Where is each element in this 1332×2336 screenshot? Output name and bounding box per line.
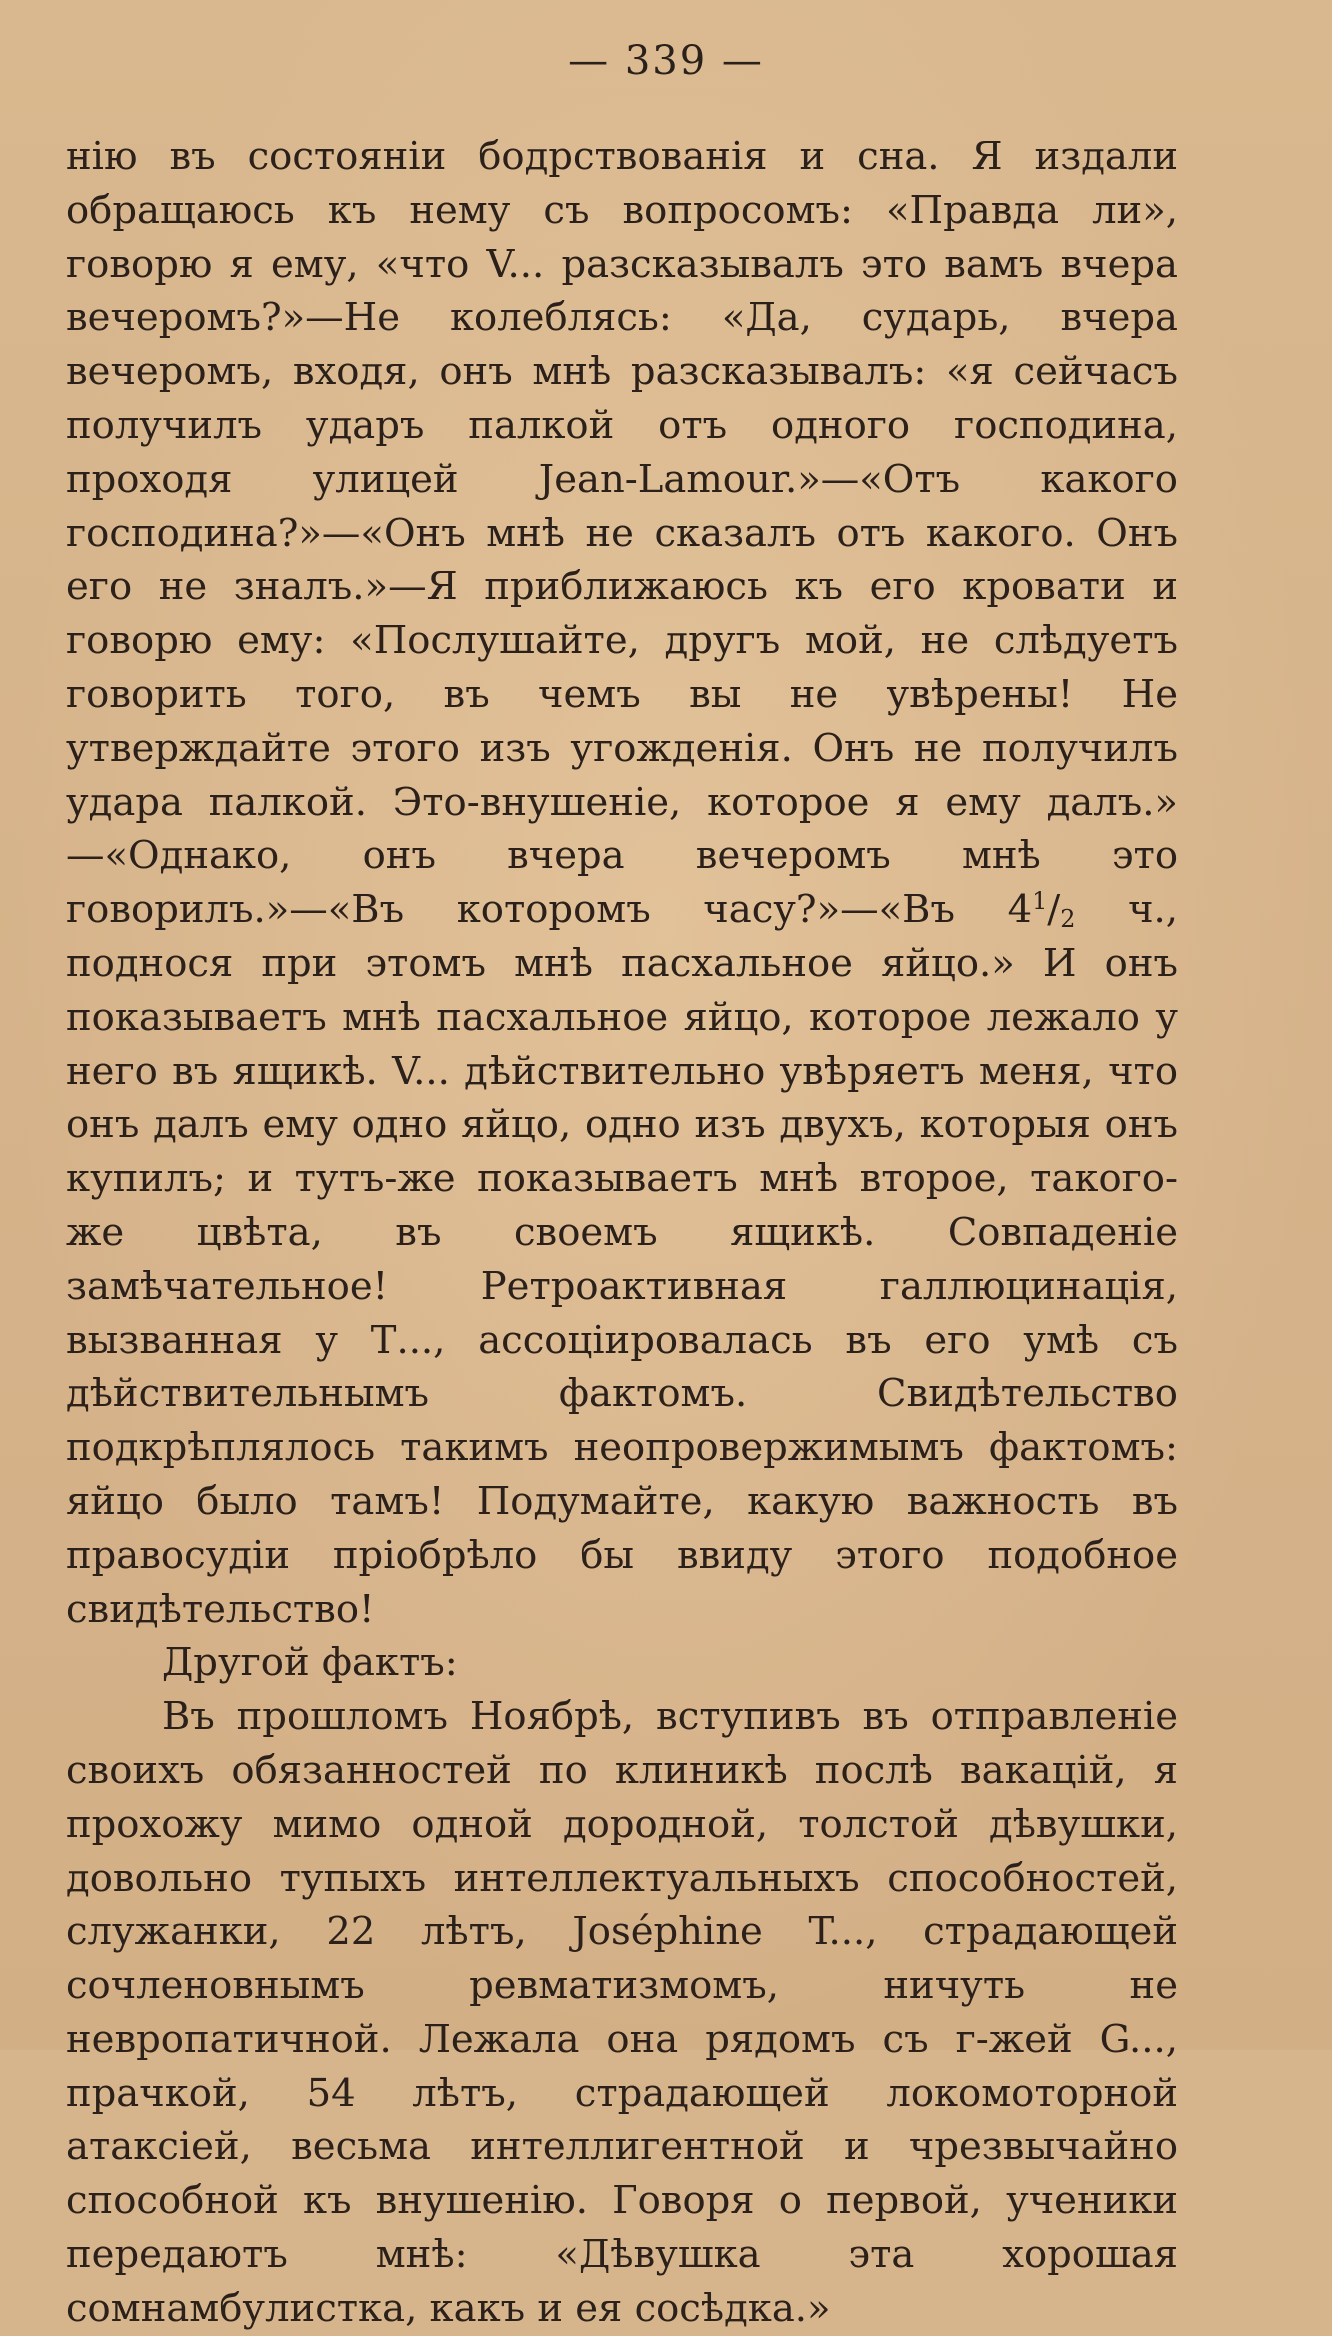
paragraph-continuation: [66, 130, 1178, 1636]
fraction-denominator: 2: [1060, 904, 1076, 933]
fraction-numerator: 1: [1032, 887, 1048, 916]
paragraph: Въ прошломъ Ноябрѣ, вступивъ въ отправленіе своихъ обязанностей по клиникѣ послѣ вакацій, я прохожу мимо одной дородной, толстой дѣвушки, довольно тупыхъ интеллектуальныхъ способностей, служанки, 22 лѣтъ, Joséphine T..., страдающей сочленовнымъ ревматизмомъ, ничуть не невропатичной. Лежала она рядомъ съ г-жей G..., прачкой, 54 лѣтъ, страдающей локомоторной атаксіей, весьма интеллигентной и чрезвычайно способной къ внушенію. Говоря о первой, ученики передаютъ мнѣ: «Дѣвушка эта хорошая сомнамбулистка, какъ и ея сосѣдка.»: [66, 1694, 1178, 2331]
fraction-separator: /: [1047, 887, 1061, 933]
paragraph-heading: Другой фактъ:: [162, 1640, 458, 1686]
paragraph-text-after-fraction: ч., поднося при этомъ мнѣ пасхальное яйцо.» И онъ показываетъ мнѣ пасхальное яйцо, которое лежало у него въ ящикѣ. V... дѣйствительно увѣряетъ меня, что онъ далъ ему одно яйцо, одно изъ двухъ, которыя онъ купилъ; и тутъ-же показываетъ мнѣ второе, такого-же цвѣта, въ своемъ ящикѣ. Совпаденіе замѣчательное! Ретроактивная галлюцинація, вызванная у Т..., ассоціировалась въ его умѣ съ дѣйствительнымъ фактомъ. Свидѣтельство подкрѣплялось такимъ неопровержимымъ фактомъ: яйцо было тамъ! Подумайте, какую важность въ правосудіи пріобрѣло бы ввиду этого подобное свидѣтельство!: [66, 887, 1178, 1632]
page-number: — 339 —: [568, 38, 764, 84]
fraction-whole: 4: [1007, 887, 1033, 933]
body-text: [66, 130, 1178, 2336]
paragraph-text-before-fraction: нію въ состояніи бодрствованія и сна. Я издали обращаюсь къ нему съ вопросомъ: «Правда ли», говорю я ему, «что V... разсказывалъ это вамъ вчера вечеромъ?»—Не колеблясь: «Да, сударь, вчера вечеромъ, входя, онъ мнѣ разсказывалъ: «я сейчасъ получилъ ударъ палкой отъ одного господина, проходя улицей Jean-Lamour.»—«Отъ какого господина?»—«Онъ мнѣ не сказалъ отъ какого. Онъ его не зналъ.»—Я приближаюсь къ его кровати и говорю ему: «Послушайте, другъ мой, не слѣдуетъ говорить того, въ чемъ вы не увѣрены! Не утверждайте этого изъ угожденія. Онъ не получилъ удара палкой. Это-внушеніе, которое я ему далъ.» —«Однако, онъ вчера вечеромъ мнѣ это говорилъ.»—«Въ которомъ часу?»—«Въ: [66, 134, 1178, 933]
